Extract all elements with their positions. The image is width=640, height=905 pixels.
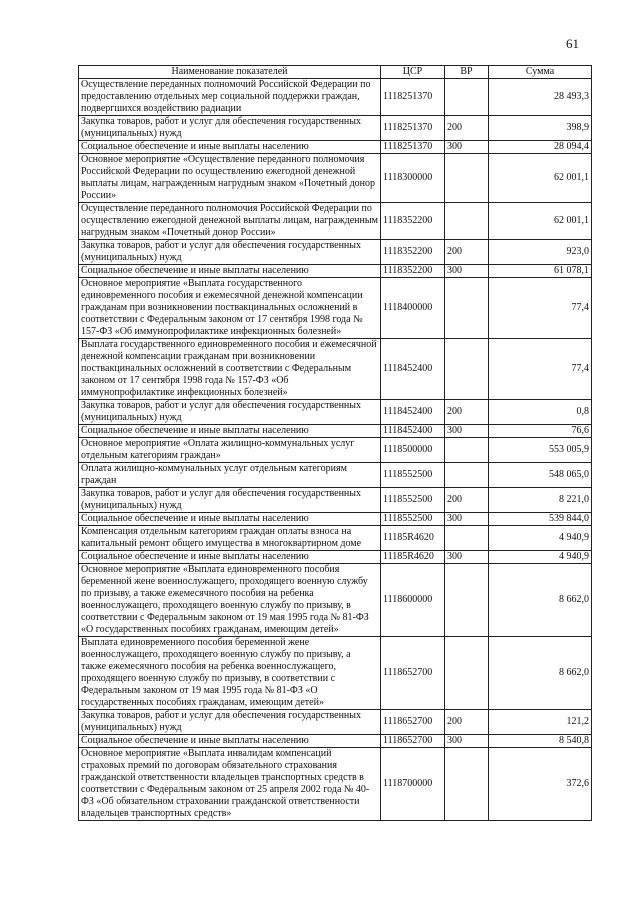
cell-vr: 200	[445, 240, 489, 265]
cell-name: Закупка товаров, работ и услуг для обеспечения государственных (муниципальных) нужд	[79, 400, 381, 425]
cell-name: Закупка товаров, работ и услуг для обеспечения государственных (муниципальных) нужд	[79, 240, 381, 265]
table-row	[79, 278, 592, 339]
cell-sum: 77,4	[489, 339, 592, 400]
cell-vr: 300	[445, 735, 489, 748]
table-row	[79, 637, 592, 710]
cell-csr: 1118452400	[381, 400, 445, 425]
cell-sum: 62 001,1	[489, 203, 592, 240]
table-row	[79, 265, 592, 278]
cell-csr: 1118251370	[381, 141, 445, 154]
cell-vr	[445, 438, 489, 463]
cell-name: Закупка товаров, работ и услуг для обеспечения государственных (муниципальных) нужд	[79, 488, 381, 513]
cell-sum: 61 078,1	[489, 265, 592, 278]
cell-sum: 539 844,0	[489, 513, 592, 526]
cell-sum: 8 662,0	[489, 564, 592, 637]
cell-vr	[445, 339, 489, 400]
cell-csr: 1118652700	[381, 735, 445, 748]
cell-csr: 1118600000	[381, 564, 445, 637]
cell-vr: 300	[445, 425, 489, 438]
cell-name: Оплата жилищно-коммунальных услуг отдельным категориям граждан	[79, 463, 381, 488]
table-row	[79, 463, 592, 488]
cell-vr	[445, 203, 489, 240]
cell-vr	[445, 79, 489, 116]
budget-table	[78, 65, 592, 821]
cell-sum: 8 662,0	[489, 637, 592, 710]
table-header-row	[79, 66, 592, 79]
cell-sum: 76,6	[489, 425, 592, 438]
cell-csr: 1118251370	[381, 79, 445, 116]
cell-vr	[445, 154, 489, 203]
cell-name: Выплата государственного единовременного пособия и ежемесячной денежной компенсации гражданам при возникновении поствакцинальных осложнений в соответствии с Федеральным законом от 17 сентября 1998 года № 157-ФЗ «Об иммунопрофилактике инфекционных болезней»	[79, 339, 381, 400]
cell-name: Социальное обеспечение и иные выплаты населению	[79, 141, 381, 154]
cell-sum: 62 001,1	[489, 154, 592, 203]
table-row	[79, 240, 592, 265]
table-row	[79, 513, 592, 526]
cell-sum: 923,0	[489, 240, 592, 265]
cell-csr: 1118452400	[381, 339, 445, 400]
cell-name: Социальное обеспечение и иные выплаты населению	[79, 735, 381, 748]
cell-name: Закупка товаров, работ и услуг для обеспечения государственных (муниципальных) нужд	[79, 710, 381, 735]
table-row	[79, 526, 592, 551]
cell-csr: 1118700000	[381, 748, 445, 821]
cell-vr: 200	[445, 400, 489, 425]
cell-csr: 1118452400	[381, 425, 445, 438]
cell-vr	[445, 526, 489, 551]
cell-name: Выплата единовременного пособия беременной жене военнослужащего, проходящего военную службу по призыву, а также ежемесячного пособия на ребенка военнослужащего, проходящего военную службу по призыву, в соответствии с Федеральным законом от 19 мая 1995 года № 81-ФЗ «О государственных пособиях гражданам, имеющим детей»	[79, 637, 381, 710]
table-row	[79, 710, 592, 735]
cell-sum: 548 065,0	[489, 463, 592, 488]
cell-sum: 121,2	[489, 710, 592, 735]
table-row	[79, 748, 592, 821]
cell-csr: 11185R4620	[381, 551, 445, 564]
cell-sum: 553 005,9	[489, 438, 592, 463]
cell-name: Основное мероприятие «Выплата единовременного пособия беременной жене военнослужащего, проходящего военную службу по призыву, а также ежемесячного пособия на ребенка военнослужащего, проходящего военную службу по призыву, в соответствии с Федеральным законом от 19 мая 1995 года № 81-ФЗ «О государственных пособиях гражданам, имеющим детей»	[79, 564, 381, 637]
cell-sum: 0,8	[489, 400, 592, 425]
cell-vr: 300	[445, 265, 489, 278]
cell-name: Осуществление переданных полномочий Российской Федерации по предоставлению отдельных мер социальной поддержки граждан, подвергшихся воздействию радиации	[79, 79, 381, 116]
header-sum: Сумма	[489, 66, 592, 79]
cell-vr: 300	[445, 551, 489, 564]
table-row	[79, 203, 592, 240]
cell-csr: 1118352200	[381, 203, 445, 240]
table-row	[79, 400, 592, 425]
cell-csr: 1118652700	[381, 637, 445, 710]
cell-csr: 1118652700	[381, 710, 445, 735]
cell-csr: 11185R4620	[381, 526, 445, 551]
cell-csr: 1118352200	[381, 265, 445, 278]
cell-sum: 372,6	[489, 748, 592, 821]
cell-vr: 200	[445, 488, 489, 513]
cell-name: Социальное обеспечение и иные выплаты населению	[79, 551, 381, 564]
cell-sum: 4 940,9	[489, 551, 592, 564]
cell-name: Социальное обеспечение и иные выплаты населению	[79, 265, 381, 278]
table-row	[79, 438, 592, 463]
cell-csr: 1118552500	[381, 488, 445, 513]
cell-vr	[445, 463, 489, 488]
header-vr: ВР	[445, 66, 489, 79]
cell-sum: 398,9	[489, 116, 592, 141]
table-row	[79, 735, 592, 748]
cell-name: Основное мероприятие «Выплата инвалидам компенсаций страховых премий по договорам обязательного страхования гражданской ответственности владельцев транспортных средств в соответствии с Федеральным законом от 25 апреля 2002 года № 40-ФЗ «Об обязательном страховании гражданской ответственности владельцев транспортных средств»	[79, 748, 381, 821]
cell-name: Закупка товаров, работ и услуг для обеспечения государственных (муниципальных) нужд	[79, 116, 381, 141]
cell-name: Осуществление переданного полномочия Российской Федерации по осуществлению ежегодной денежной выплаты лицам, награжденным нагрудным знаком «Почетный донор России»	[79, 203, 381, 240]
cell-csr: 1118352200	[381, 240, 445, 265]
cell-name: Основное мероприятие «Осуществление переданного полномочия Российской Федерации по осуществлению ежегодной денежной выплаты лицам, награжденным нагрудным знаком «Почетный донор России»	[79, 154, 381, 203]
table-body	[79, 79, 592, 821]
cell-sum: 77,4	[489, 278, 592, 339]
cell-name: Социальное обеспечение и иные выплаты населению	[79, 425, 381, 438]
table-row	[79, 488, 592, 513]
table-row	[79, 425, 592, 438]
cell-vr: 300	[445, 141, 489, 154]
cell-sum: 8 221,0	[489, 488, 592, 513]
cell-name: Основное мероприятие «Выплата государственного единовременного пособия и ежемесячной денежной компенсации гражданам при возникновении поствакцинальных осложнений в соответствии с Федеральным законом от 17 сентября 1998 года № 157-ФЗ «Об иммунопрофилактике инфекционных болезней»	[79, 278, 381, 339]
cell-csr: 1118552500	[381, 513, 445, 526]
cell-sum: 4 940,9	[489, 526, 592, 551]
table-row	[79, 339, 592, 400]
table-row	[79, 141, 592, 154]
table-row	[79, 154, 592, 203]
cell-csr: 1118300000	[381, 154, 445, 203]
cell-name: Основное мероприятие «Оплата жилищно-коммунальных услуг отдельным категориям граждан»	[79, 438, 381, 463]
cell-csr: 1118500000	[381, 438, 445, 463]
table-row	[79, 551, 592, 564]
cell-csr: 1118552500	[381, 463, 445, 488]
cell-vr	[445, 637, 489, 710]
cell-vr	[445, 278, 489, 339]
cell-vr	[445, 564, 489, 637]
cell-name: Компенсация отдельным категориям граждан оплаты взноса на капитальный ремонт общего имущества в многоквартирном доме	[79, 526, 381, 551]
cell-vr: 200	[445, 116, 489, 141]
page-number: 61	[566, 36, 579, 51]
cell-csr: 1118400000	[381, 278, 445, 339]
cell-vr: 300	[445, 513, 489, 526]
cell-vr	[445, 748, 489, 821]
header-csr: ЦСР	[381, 66, 445, 79]
cell-csr: 1118251370	[381, 116, 445, 141]
cell-sum: 28 493,3	[489, 79, 592, 116]
header-name: Наименование показателей	[79, 66, 381, 79]
cell-sum: 28 094,4	[489, 141, 592, 154]
cell-name: Социальное обеспечение и иные выплаты населению	[79, 513, 381, 526]
table-row	[79, 116, 592, 141]
cell-vr: 200	[445, 710, 489, 735]
table-row	[79, 79, 592, 116]
table-row	[79, 564, 592, 637]
cell-sum: 8 540,8	[489, 735, 592, 748]
